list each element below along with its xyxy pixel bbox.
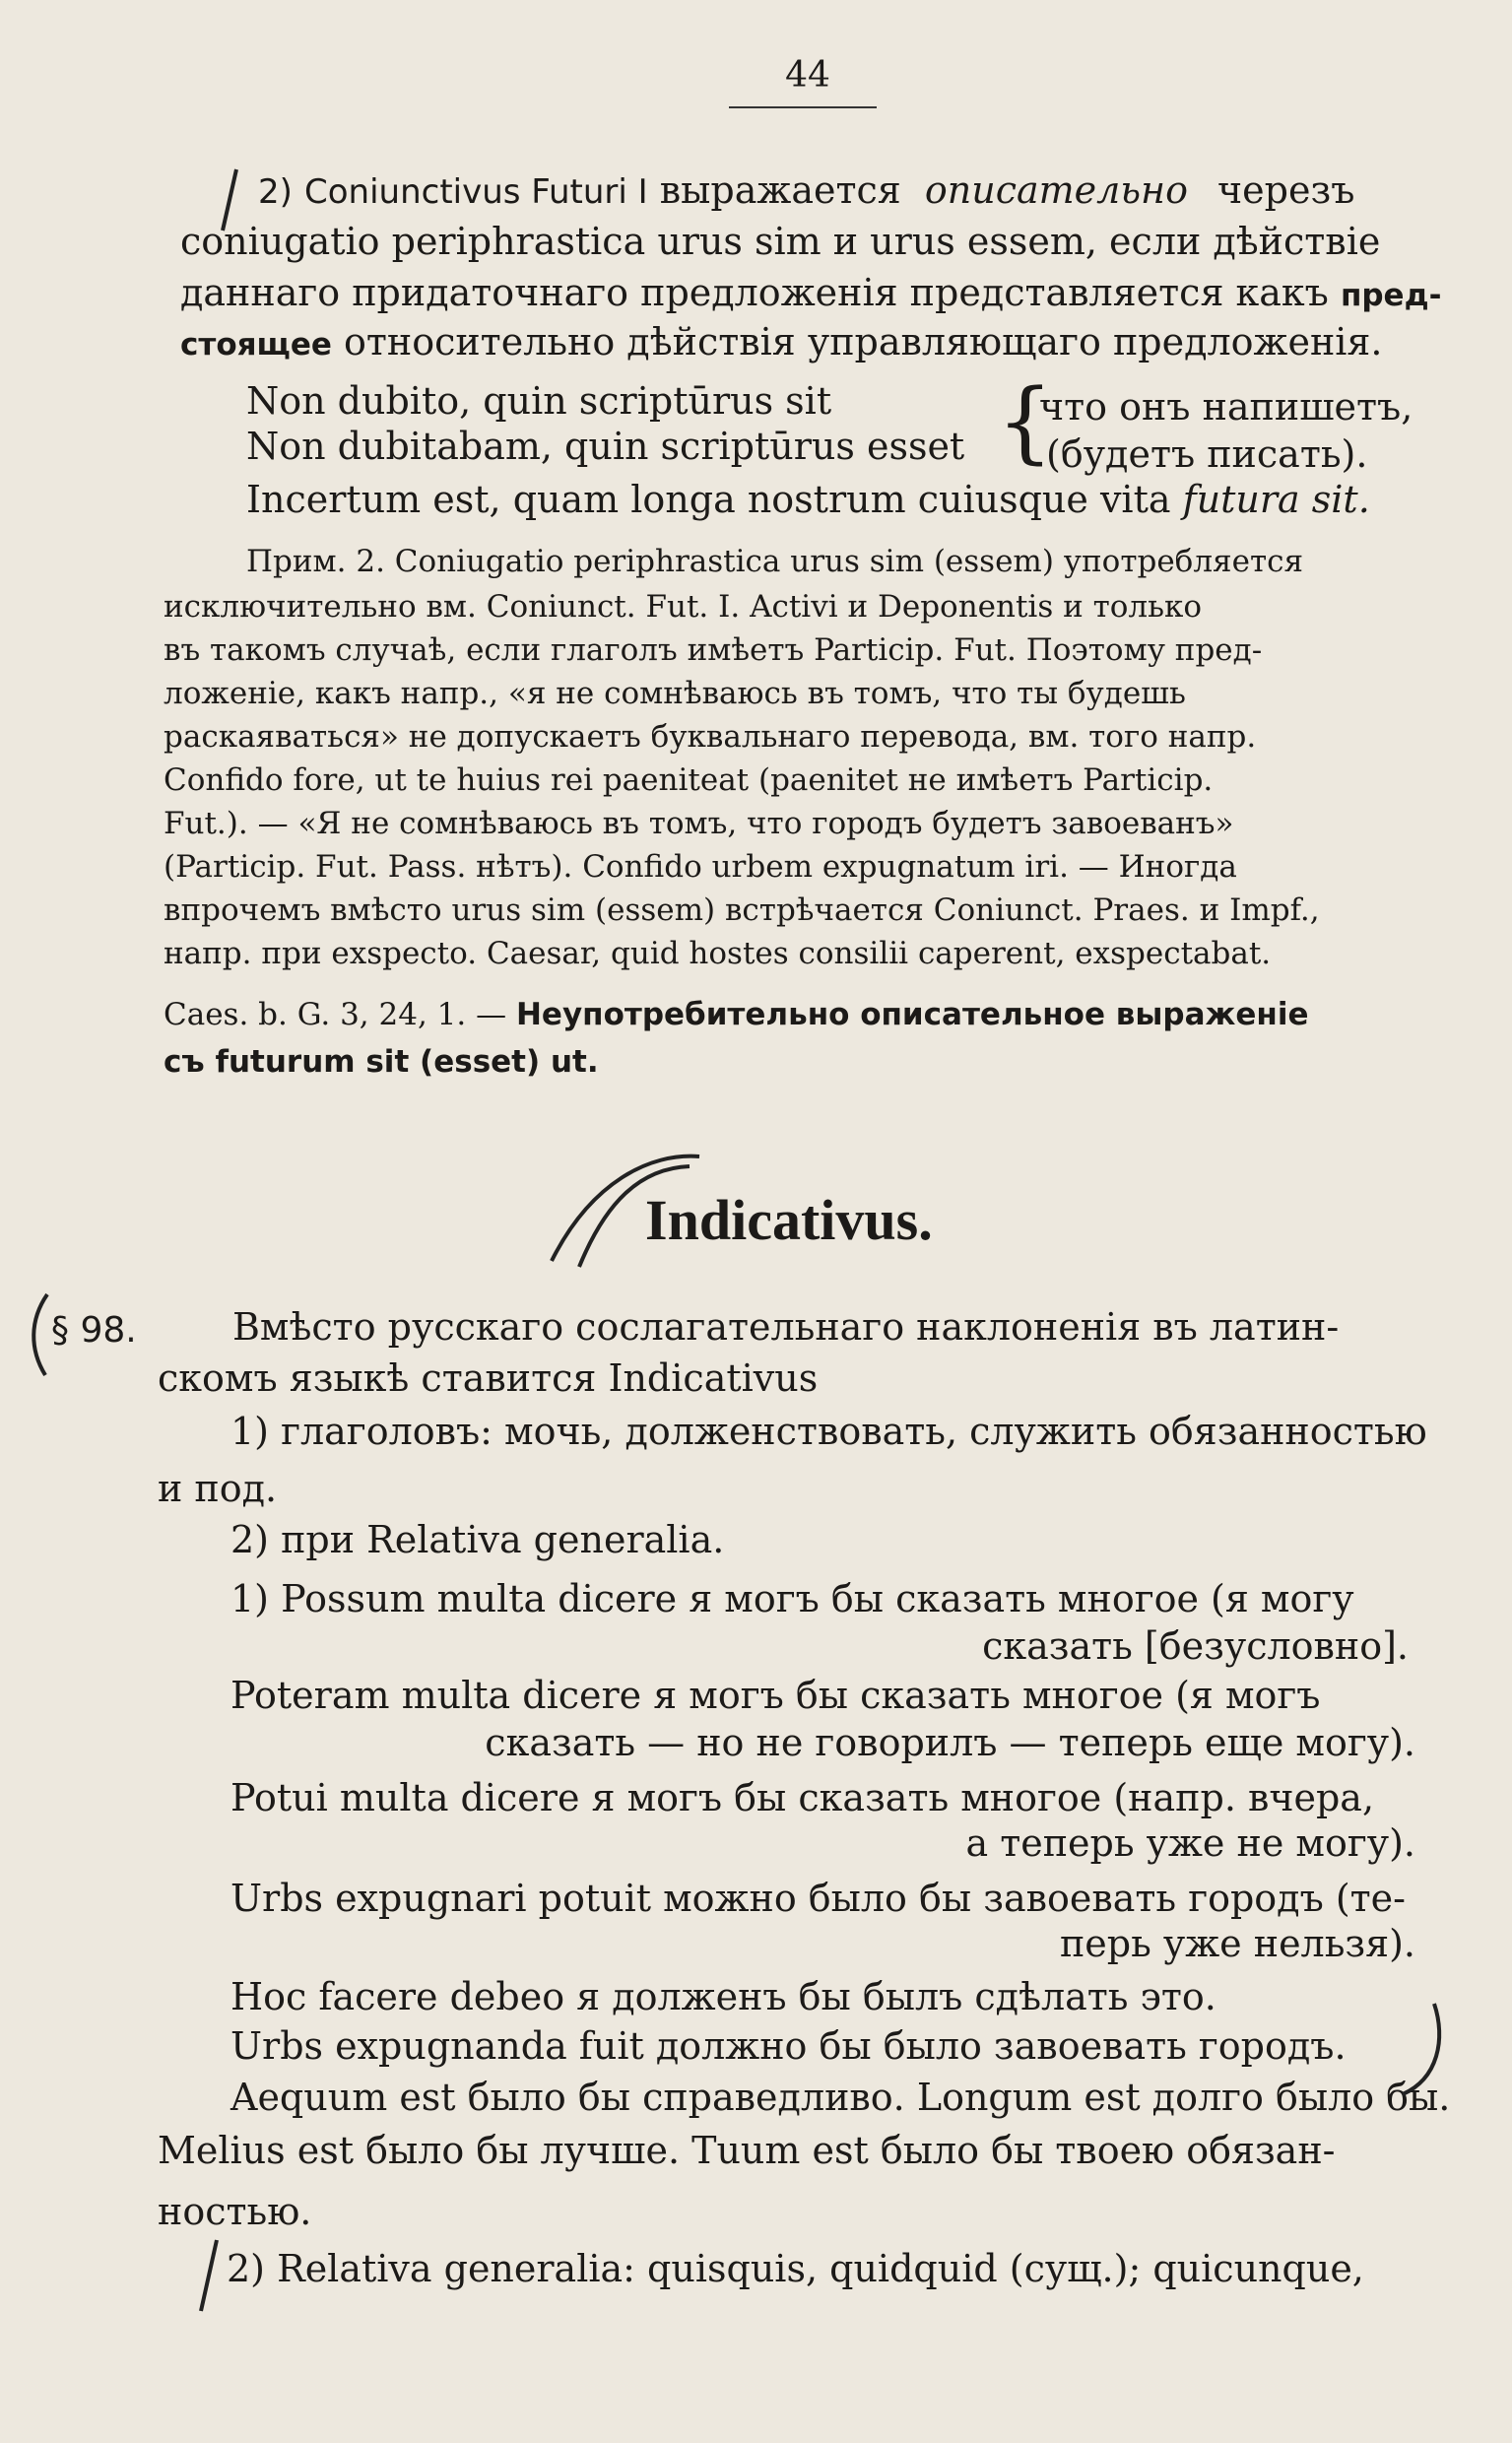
note-line-11: Caes. b. G. 3, 24, 1. — Неупотребительно описательное выраженіе [164,997,1309,1032]
example-1-left: Non dubito, quin scriptūrus sit [246,379,832,423]
para1-line3: даннаго придаточнаго предложенія представляется какъ пред- [180,271,1442,314]
note-line-5: раскаяваться» не допускаетъ буквальнаго перевода, вм. того напр. [164,719,1257,755]
s98-line-4: и под. [158,1467,278,1510]
pencil-mark-bracket [1399,2000,1448,2098]
page-number: 44 [785,55,830,96]
note-line-6: Confido fore, ut te huius rei paeniteat (paenitet не имѣетъ Particip. [164,762,1214,798]
section-number: § 98. [51,1310,137,1351]
page-number-rule [729,106,877,108]
s98-line-17: Melius est было бы лучше. Tuum est было бы твоею обязан- [158,2129,1336,2172]
example-2-left: Non dubitabam, quin scriptūrus esset [246,425,965,468]
para1-line4: стоящее относительно дѣйствія управляющаго предложенія. [180,320,1383,363]
s98-line-11: а теперь уже не могу). [965,1821,1415,1865]
s98-line-14: Hoc facere debeo я долженъ бы былъ сдѣлать это. [230,1975,1216,2018]
pencil-mark-paren [24,1290,53,1379]
note-line-3: въ такомъ случаѣ, если глаголъ имѣетъ Particip. Fut. Поэтому пред- [164,632,1263,668]
s98-line-5: 2) при Relativa generalia. [230,1518,725,1561]
s98-line-3: 1) глаголовъ: мочь, долженствовать, служить обязанностью [230,1410,1427,1453]
s98-line-10: Potui multa dicere я могъ бы сказать многое (напр. вчера, [230,1776,1375,1819]
para1-line1: 2) Coniunctivus Futuri I выражается описательно черезъ [258,168,1355,212]
note-line-8: (Particip. Fut. Pass. нѣтъ). Confido urbem expugnatum iri. — Иногда [164,849,1237,885]
note-line-9: впрочемъ вмѣсто urus sim (essem) встрѣчается Coniunct. Praes. и Impf., [164,892,1320,928]
example-2-right: (будетъ писать). [1046,432,1368,476]
s98-line-13: перь уже нельзя). [1059,1922,1415,1965]
s98-line-15: Urbs expugnanda fuit должно бы было завоевать городъ. [230,2024,1347,2068]
section-heading: Indicativus. [645,1188,933,1252]
example-brace: { [997,370,1054,474]
s98-line-6: 1) Possum multa dicere я могъ бы сказать многое (я могу [230,1577,1354,1620]
s98-line-8: Poteram multa dicere я могъ бы сказать многое (я могъ [230,1674,1321,1717]
example-3: Incertum est, quam longa nostrum cuiusque vita futura sit. [246,478,1370,521]
note-line-4: ложеніе, какъ напр., «я не сомнѣваюсь въ томъ, что ты будешь [164,676,1186,711]
s98-line-2: скомъ языкѣ ставится Indicativus [158,1356,819,1400]
s98-line-9: сказать — но не говорилъ — теперь еще могу). [485,1721,1415,1764]
pencil-mark-paren-2 [193,2236,223,2315]
s98-line-16: Aequum est было бы справедливо. Longum est долго было бы. [230,2076,1451,2119]
para1-line2: coniugatio periphrastica urus sim и urus essem, если дѣйствіе [180,220,1381,263]
s98-line-18: ностью. [158,2190,312,2233]
example-1-right: что онъ напишетъ, [1039,385,1413,429]
s98-line-1: Вмѣсто русскаго сослагательнаго наклоненія въ латин- [232,1305,1340,1349]
note-line-10: напр. при exspecto. Caesar, quid hostes consilii caperent, exspectabat. [164,936,1272,971]
s98-line-12: Urbs expugnari potuit можно было бы завоевать городъ (те- [230,1877,1407,1920]
note-line-12: съ futurum sit (esset) ut. [164,1044,599,1080]
note-line-2: исключительно вм. Coniunct. Fut. I. Activi и Deponentis и только [164,589,1203,625]
s98-line-19: 2) Relativa generalia: quisquis, quidquid (сущ.); quicunque, [227,2247,1364,2290]
note-line-7: Fut.). — «Я не сомнѣваюсь въ томъ, что городъ будетъ завоеванъ» [164,806,1234,841]
s98-line-7: сказать [безусловно]. [982,1624,1409,1668]
note-line-1: Прим. 2. Coniugatio periphrastica urus sim (essem) употребляется [246,544,1304,579]
